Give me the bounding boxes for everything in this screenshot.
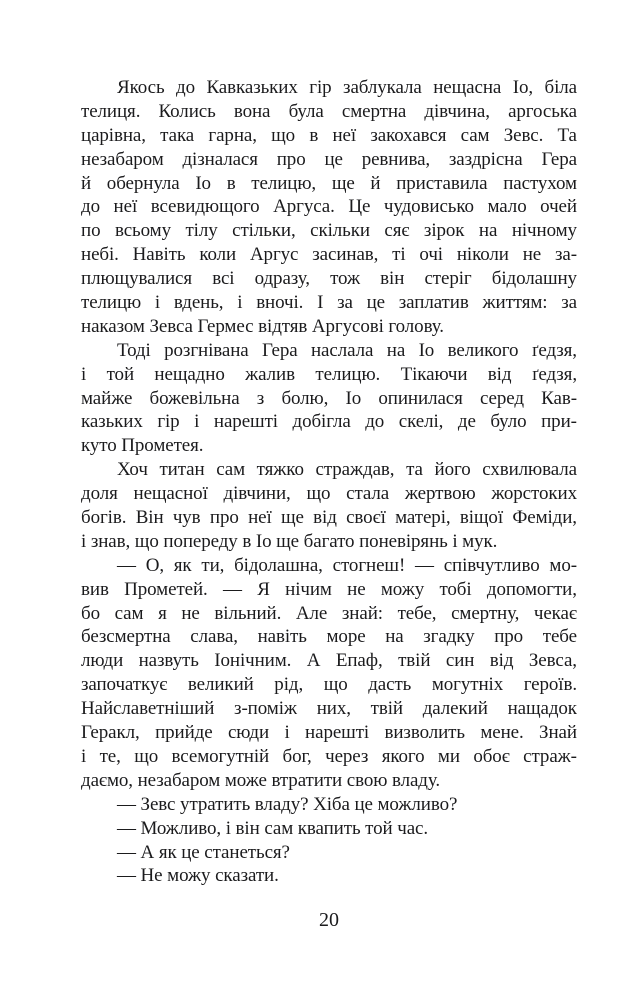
text-line: царівна, така гарна, що в неї закохався сам Зевс. Та (81, 124, 577, 146)
text-line: — О, як ти, бідолашна, стогнеш! — співчутливо мо- (117, 554, 577, 576)
page-number: 20 (319, 909, 339, 931)
paragraph (81, 841, 577, 865)
text-line: Тоді розгнівана Гера наслала на Іо великого ґедзя, (117, 339, 577, 361)
text-line: бо сам я не вільний. Але знай: тебе, смертну, чекає (81, 602, 577, 624)
paragraph (81, 458, 577, 554)
text-line: телицю і вдень, і вночі. І за це заплатив життям: за (81, 292, 577, 314)
text-line: казьких гір і нарешті добігла до скелі, де було при- (81, 411, 577, 433)
text-line: і той нещадно жалив телицю. Тікаючи від ґедзя, (81, 363, 577, 385)
text-line: і те, що всемогутній бог, через якого ми обоє страж- (81, 745, 577, 767)
text-line: започаткує великий рід, що дасть могутніх героїв. (81, 674, 577, 696)
text-line: куто Прометея. (81, 435, 204, 457)
text-line: — Зевс утратить владу? Хіба це можливо? (117, 793, 458, 815)
text-line: безсмертна слава, навіть море на згадку про тебе (81, 626, 577, 648)
text-line: люди назвуть Іонічним. А Епаф, твій син від Зевса, (81, 650, 577, 672)
text-line: — А як це станеться? (117, 841, 290, 863)
text-line: Якось до Кавказьких гір заблукала нещасна Іо, біла (117, 77, 577, 98)
text-line: даємо, незабаром може втратити свою владу. (81, 769, 441, 791)
paragraph (81, 339, 577, 458)
text-line: по всьому тілу стільки, скільки сяє зірок на нічному (81, 220, 577, 242)
text-line: наказом Зевса Гермес відтяв Аргусові голову. (81, 315, 444, 337)
paragraph (81, 817, 577, 841)
text-line: небі. Навіть коли Аргус засинав, ті очі ніколи не за- (81, 244, 577, 266)
text-line: — Можливо, і він сам квапить той час. (117, 817, 429, 839)
text-line: Найславетніший з-поміж них, твій далекий нащадок (81, 698, 577, 720)
text-line: телиця. Колись вона була смертна дівчина, аргоська (81, 100, 577, 122)
text-line: до неї всевидющого Аргуса. Це чудовисько мало очей (81, 196, 577, 218)
text-line: й обернула Іо в телицю, ще й приставила пастухом (81, 172, 577, 194)
text-line: богів. Він чув про неї ще від своєї матері, віщої Феміди, (81, 507, 577, 529)
text-line: Хоч титан сам тяжко страждав, та його схвилювала (117, 459, 577, 481)
text-line: доля нещасної дівчини, що стала жертвою жорстоких (81, 483, 577, 505)
text-line: майже божевільна з болю, Іо опинилася серед Кав- (81, 387, 577, 409)
text-line: плющувалися всі одразу, тож він стеріг бідолашну (81, 268, 577, 290)
text-line: і знав, що попереду в Іо ще багато поневірянь і мук. (81, 530, 498, 552)
text-line: Геракл, прийде сюди і нарешті визволить мене. Знай (81, 722, 577, 744)
paragraph (81, 864, 577, 888)
text-line: незабаром дізналася про це ревнива, заздрісна Гера (81, 148, 577, 170)
text-line: — Не можу сказати. (117, 865, 279, 887)
text-line: вив Прометей. — Я нічим не можу тобі допомогти, (81, 578, 577, 600)
paragraph (81, 554, 577, 793)
paragraph (81, 793, 577, 817)
page-text (81, 76, 577, 888)
page-footer (81, 909, 577, 932)
paragraph (81, 76, 577, 339)
